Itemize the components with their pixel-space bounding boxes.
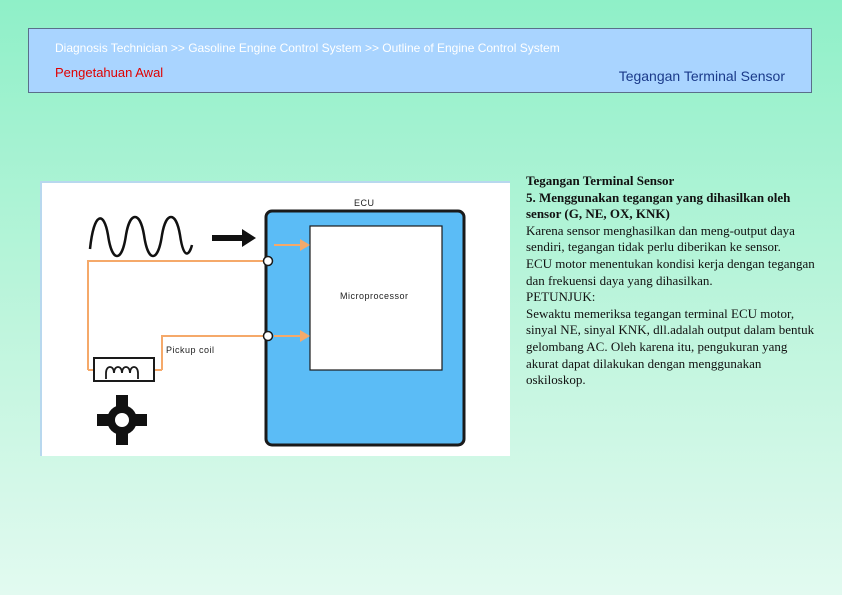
hint-text: Sewaktu memeriksa tegangan terminal ECU motor, sinyal NE, sinyal KNK, dll.adalah output dalam bentuk gelombang AC. Oleh karena itu, pengukuran yang akurat dapat dilakukan dengan menggunakan oskiloskop. bbox=[526, 305, 815, 388]
breadcrumb[interactable]: Diagnosis Technician >> Gasoline Engine Control System >> Outline of Engine Control System bbox=[55, 41, 560, 55]
paragraph-2: ECU motor menentukan kondisi kerja dengan tegangan dan frekuensi daya yang dihasilkan. bbox=[526, 255, 815, 288]
header-banner bbox=[28, 28, 812, 93]
hint-label: PETUNJUK: bbox=[526, 289, 596, 305]
section-title-right: Tegangan Terminal Sensor bbox=[618, 68, 785, 84]
signal-arrow-icon bbox=[212, 229, 256, 247]
section-title-left: Pengetahuan Awal bbox=[55, 65, 164, 80]
pickup-coil-label: Pickup coil bbox=[166, 345, 215, 355]
paragraph-1: Karena sensor menghasilkan dan meng-output daya sendiri, tegangan tidak perlu diberikan ke sensor. bbox=[526, 222, 795, 255]
panel-title: Tegangan Terminal Sensor bbox=[526, 173, 675, 188]
ecu-diagram bbox=[40, 181, 510, 456]
timing-rotor-icon bbox=[97, 395, 147, 445]
pickup-coil-box bbox=[94, 358, 154, 381]
explanation-panel bbox=[526, 173, 816, 389]
ac-waveform-icon bbox=[90, 217, 192, 256]
ecu-diagram-graphic bbox=[42, 183, 510, 456]
ecu-terminal-bottom bbox=[264, 332, 273, 341]
microprocessor-label: Microprocessor bbox=[340, 291, 409, 301]
panel-heading: 5. Menggunakan tegangan yang dihasilkan oleh sensor (G, NE, OX, KNK) bbox=[526, 189, 791, 222]
ecu-label: ECU bbox=[354, 198, 375, 208]
ecu-terminal-top bbox=[264, 257, 273, 266]
